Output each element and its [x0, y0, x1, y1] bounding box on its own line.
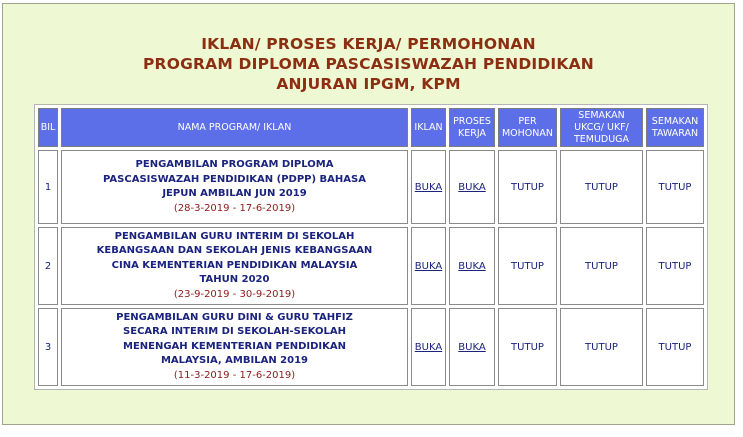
proses-kerja-cell — [449, 308, 495, 386]
col-header-proses-kerja — [449, 108, 495, 147]
proses-kerja-buka-link[interactable]: BUKA — [458, 341, 486, 353]
proses-kerja-buka-link[interactable]: BUKA — [458, 260, 486, 272]
permohonan-status: TUTUP — [498, 308, 557, 386]
program-title-line: KEBANGSAAN DAN SEKOLAH JENIS KEBANGSAAN — [96, 245, 373, 257]
proses-kerja-cell — [449, 150, 495, 224]
proses-kerja-buka-link[interactable]: BUKA — [458, 181, 486, 193]
row-number: 2 — [38, 227, 58, 305]
iklan-cell — [411, 150, 446, 224]
program-title-cell — [61, 308, 408, 386]
table-header-row — [38, 108, 704, 147]
iklan-buka-link[interactable]: BUKA — [414, 260, 443, 272]
table-row — [38, 308, 704, 386]
proses-kerja-cell — [449, 227, 495, 305]
col-header-tawaran-line1: SEMAKAN — [651, 115, 699, 127]
header-line-2: PROGRAM DIPLOMA PASCASISWAZAH PENDIDIKAN — [143, 55, 594, 73]
header-line-1: IKLAN/ PROSES KERJA/ PERMOHONAN — [201, 35, 536, 53]
col-header-bil: BIL — [38, 108, 58, 147]
semakan-status: TUTUP — [560, 227, 643, 305]
col-header-nama-program: NAMA PROGRAM/ IKLAN — [61, 108, 408, 147]
header-line-3: ANJURAN IPGM, KPM — [276, 75, 461, 93]
col-header-semakan-ukcg — [560, 108, 643, 147]
col-header-semakan-line2: UKCG/ UKF/ — [574, 121, 629, 133]
col-header-semakan-line1: SEMAKAN — [578, 109, 625, 121]
col-header-proses-line2: KERJA — [458, 127, 486, 139]
tawaran-status: TUTUP — [646, 308, 704, 386]
row-number: 1 — [38, 150, 58, 224]
tawaran-status: TUTUP — [646, 227, 704, 305]
program-title-line: MALAYSIA, AMBILAN 2019 — [160, 355, 309, 367]
program-title-line: TAHUN 2020 — [199, 274, 270, 286]
table-row — [38, 227, 704, 305]
permohonan-status: TUTUP — [498, 227, 557, 305]
program-title-line: CINA KEMENTERIAN PENDIDIKAN MALAYSIA — [111, 259, 358, 271]
program-title-cell — [61, 227, 408, 305]
iklan-cell — [411, 308, 446, 386]
program-dates: (23-9-2019 - 30-9-2019) — [173, 288, 296, 300]
col-header-semakan-tawaran — [646, 108, 704, 147]
program-dates: (11-3-2019 - 17-6-2019) — [173, 369, 296, 381]
iklan-buka-link[interactable]: BUKA — [414, 341, 443, 353]
col-header-per-line1: PER — [518, 115, 537, 127]
semakan-status: TUTUP — [560, 308, 643, 386]
tawaran-status: TUTUP — [646, 150, 704, 224]
iklan-buka-link[interactable]: BUKA — [414, 181, 443, 193]
program-title-line: PENGAMBILAN GURU DINI & GURU TAHFIZ — [116, 311, 353, 323]
col-header-permohonan — [498, 108, 557, 147]
table-row — [38, 150, 704, 224]
program-title-line: PASCASISWAZAH PENDIDIKAN (PDPP) BAHASA — [103, 173, 366, 185]
program-title-line: PENGAMBILAN GURU INTERIM DI SEKOLAH — [114, 230, 355, 242]
program-dates: (28-3-2019 - 17-6-2019) — [173, 202, 296, 214]
col-header-iklan: IKLAN — [411, 108, 446, 147]
col-header-tawaran-line2: TAWARAN — [651, 127, 699, 139]
iklan-cell — [411, 227, 446, 305]
semakan-status: TUTUP — [560, 150, 643, 224]
program-title-cell — [61, 150, 408, 224]
program-title-line: PENGAMBILAN PROGRAM DIPLOMA — [135, 159, 334, 170]
col-header-proses-line1: PROSES — [453, 115, 491, 127]
col-header-semakan-line3: TEMUDUGA — [573, 133, 630, 145]
page-header — [3, 34, 734, 94]
col-header-per-line2: MOHONAN — [501, 127, 553, 139]
permohonan-status: TUTUP — [498, 150, 557, 224]
row-number: 3 — [38, 308, 58, 386]
program-table — [34, 104, 708, 390]
program-title-line: JEPUN AMBILAN JUN 2019 — [162, 188, 307, 199]
program-title-line: MENENGAH KEMENTERIAN PENDIDIKAN — [123, 340, 346, 352]
program-title-line: SECARA INTERIM DI SEKOLAH-SEKOLAH — [123, 326, 346, 338]
